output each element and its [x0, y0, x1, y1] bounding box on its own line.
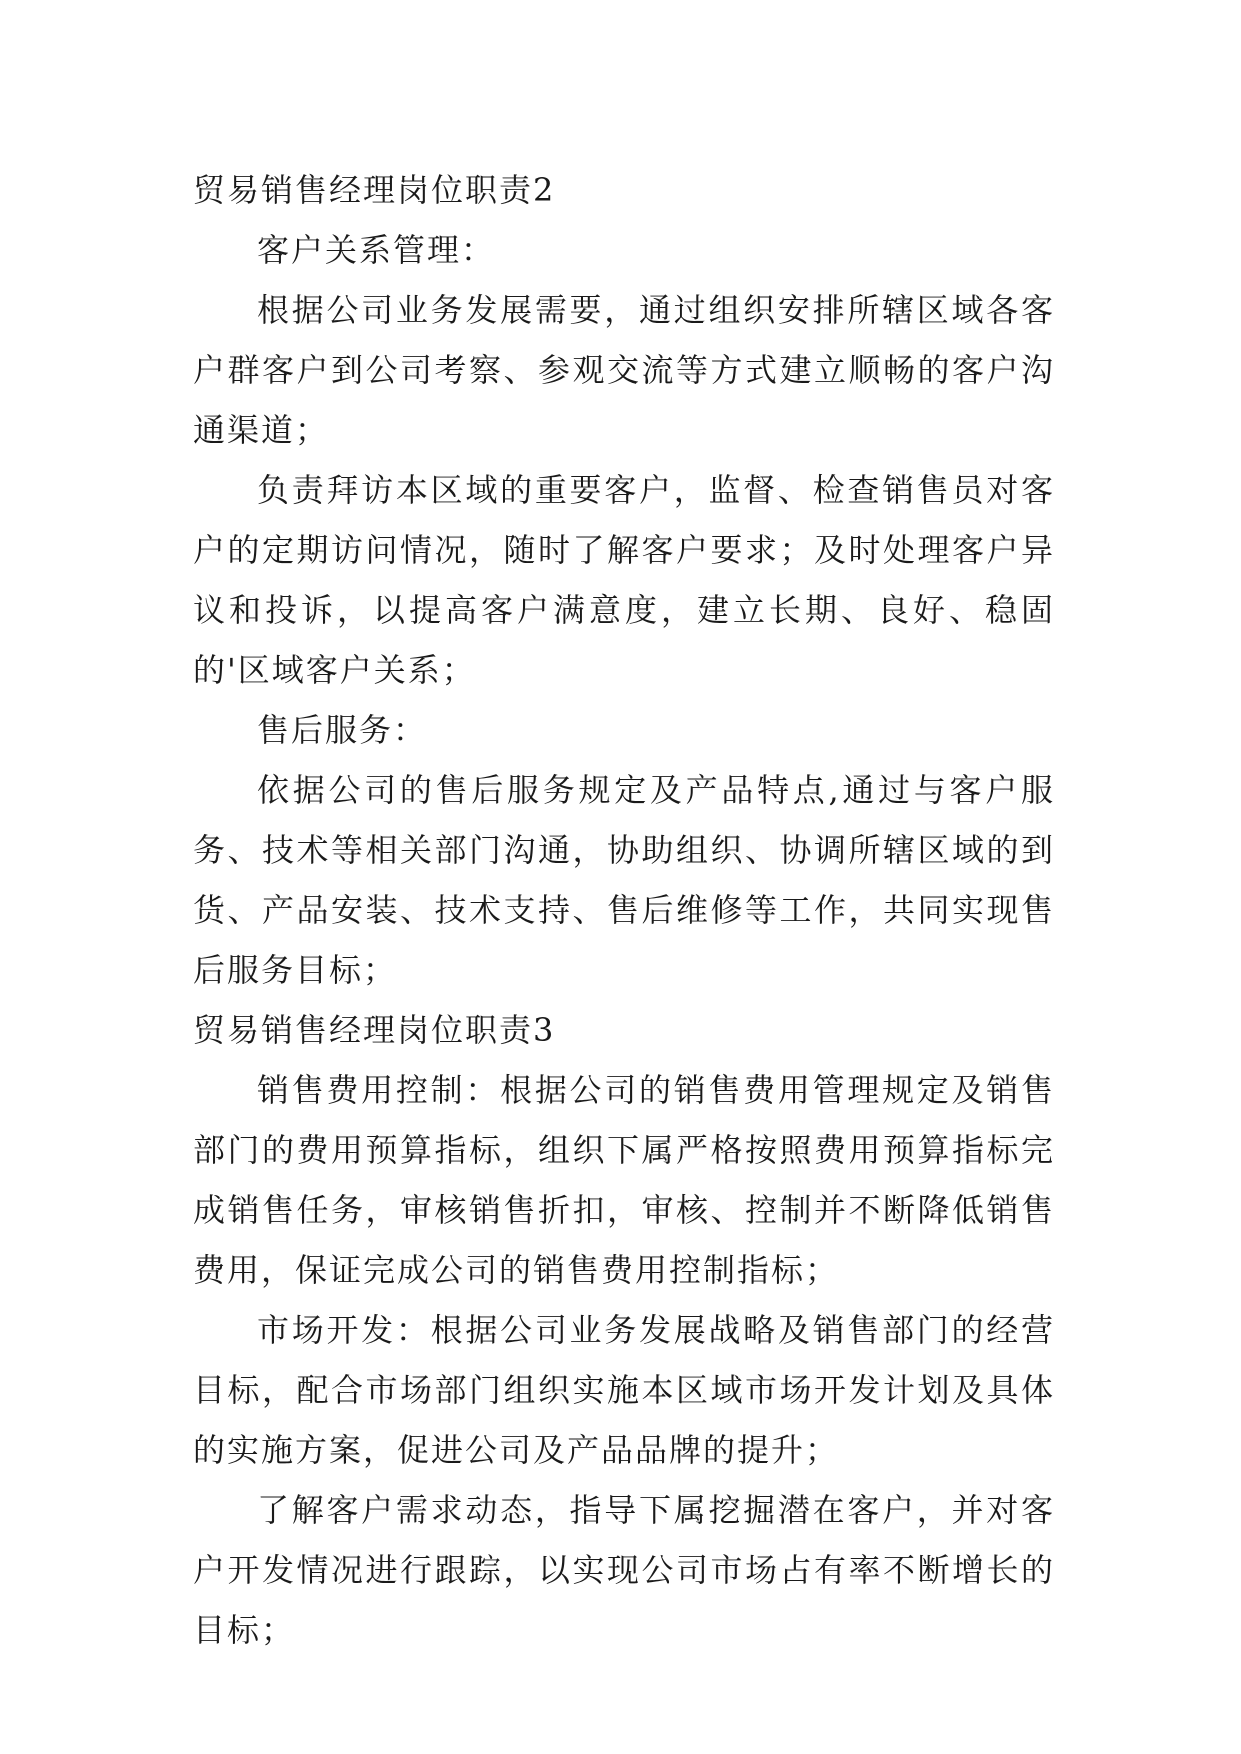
paragraph: 负责拜访本区域的重要客户，监督、检查销售员对客户的定期访问情况，随时了解客户要求；及时处理客户异议和投诉，以提高客户满意度，建立长期、良好、稳固的'区域客户关系； — [193, 471, 1055, 689]
paragraph: 根据公司业务发展需要，通过组织安排所辖区域各客户群客户到公司考察、参观交流等方式建立顺畅的客户沟通渠道； — [193, 291, 1055, 449]
paragraph: 销售费用控制：根据公司的销售费用管理规定及销售部门的费用预算指标，组织下属严格按照费用预算指标完成销售任务，审核销售折扣，审核、控制并不断降低销售费用，保证完成公司的销售费用控制指标； — [193, 1071, 1055, 1289]
paragraph: 依据公司的售后服务规定及产品特点,通过与客户服务、技术等相关部门沟通，协助组织、协调所辖区域的到货、产品安装、技术支持、售后维修等工作，共同实现售后服务目标； — [193, 771, 1055, 989]
paragraph: 了解客户需求动态，指导下属挖掘潜在客户，并对客户开发情况进行跟踪，以实现公司市场占有率不断增长的目标； — [193, 1491, 1055, 1649]
paragraph: 市场开发：根据公司业务发展战略及销售部门的经营目标，配合市场部门组织实施本区域市场开发计划及具体的实施方案，促进公司及产品品牌的提升； — [193, 1311, 1055, 1469]
section-heading: 贸易销售经理岗位职责3 — [193, 1011, 556, 1049]
subheading-customer-relations: 客户关系管理： — [257, 231, 496, 269]
subheading-after-sales: 售后服务： — [257, 711, 428, 749]
section-heading: 贸易销售经理岗位职责2 — [193, 171, 556, 209]
document-body — [193, 160, 1055, 1660]
